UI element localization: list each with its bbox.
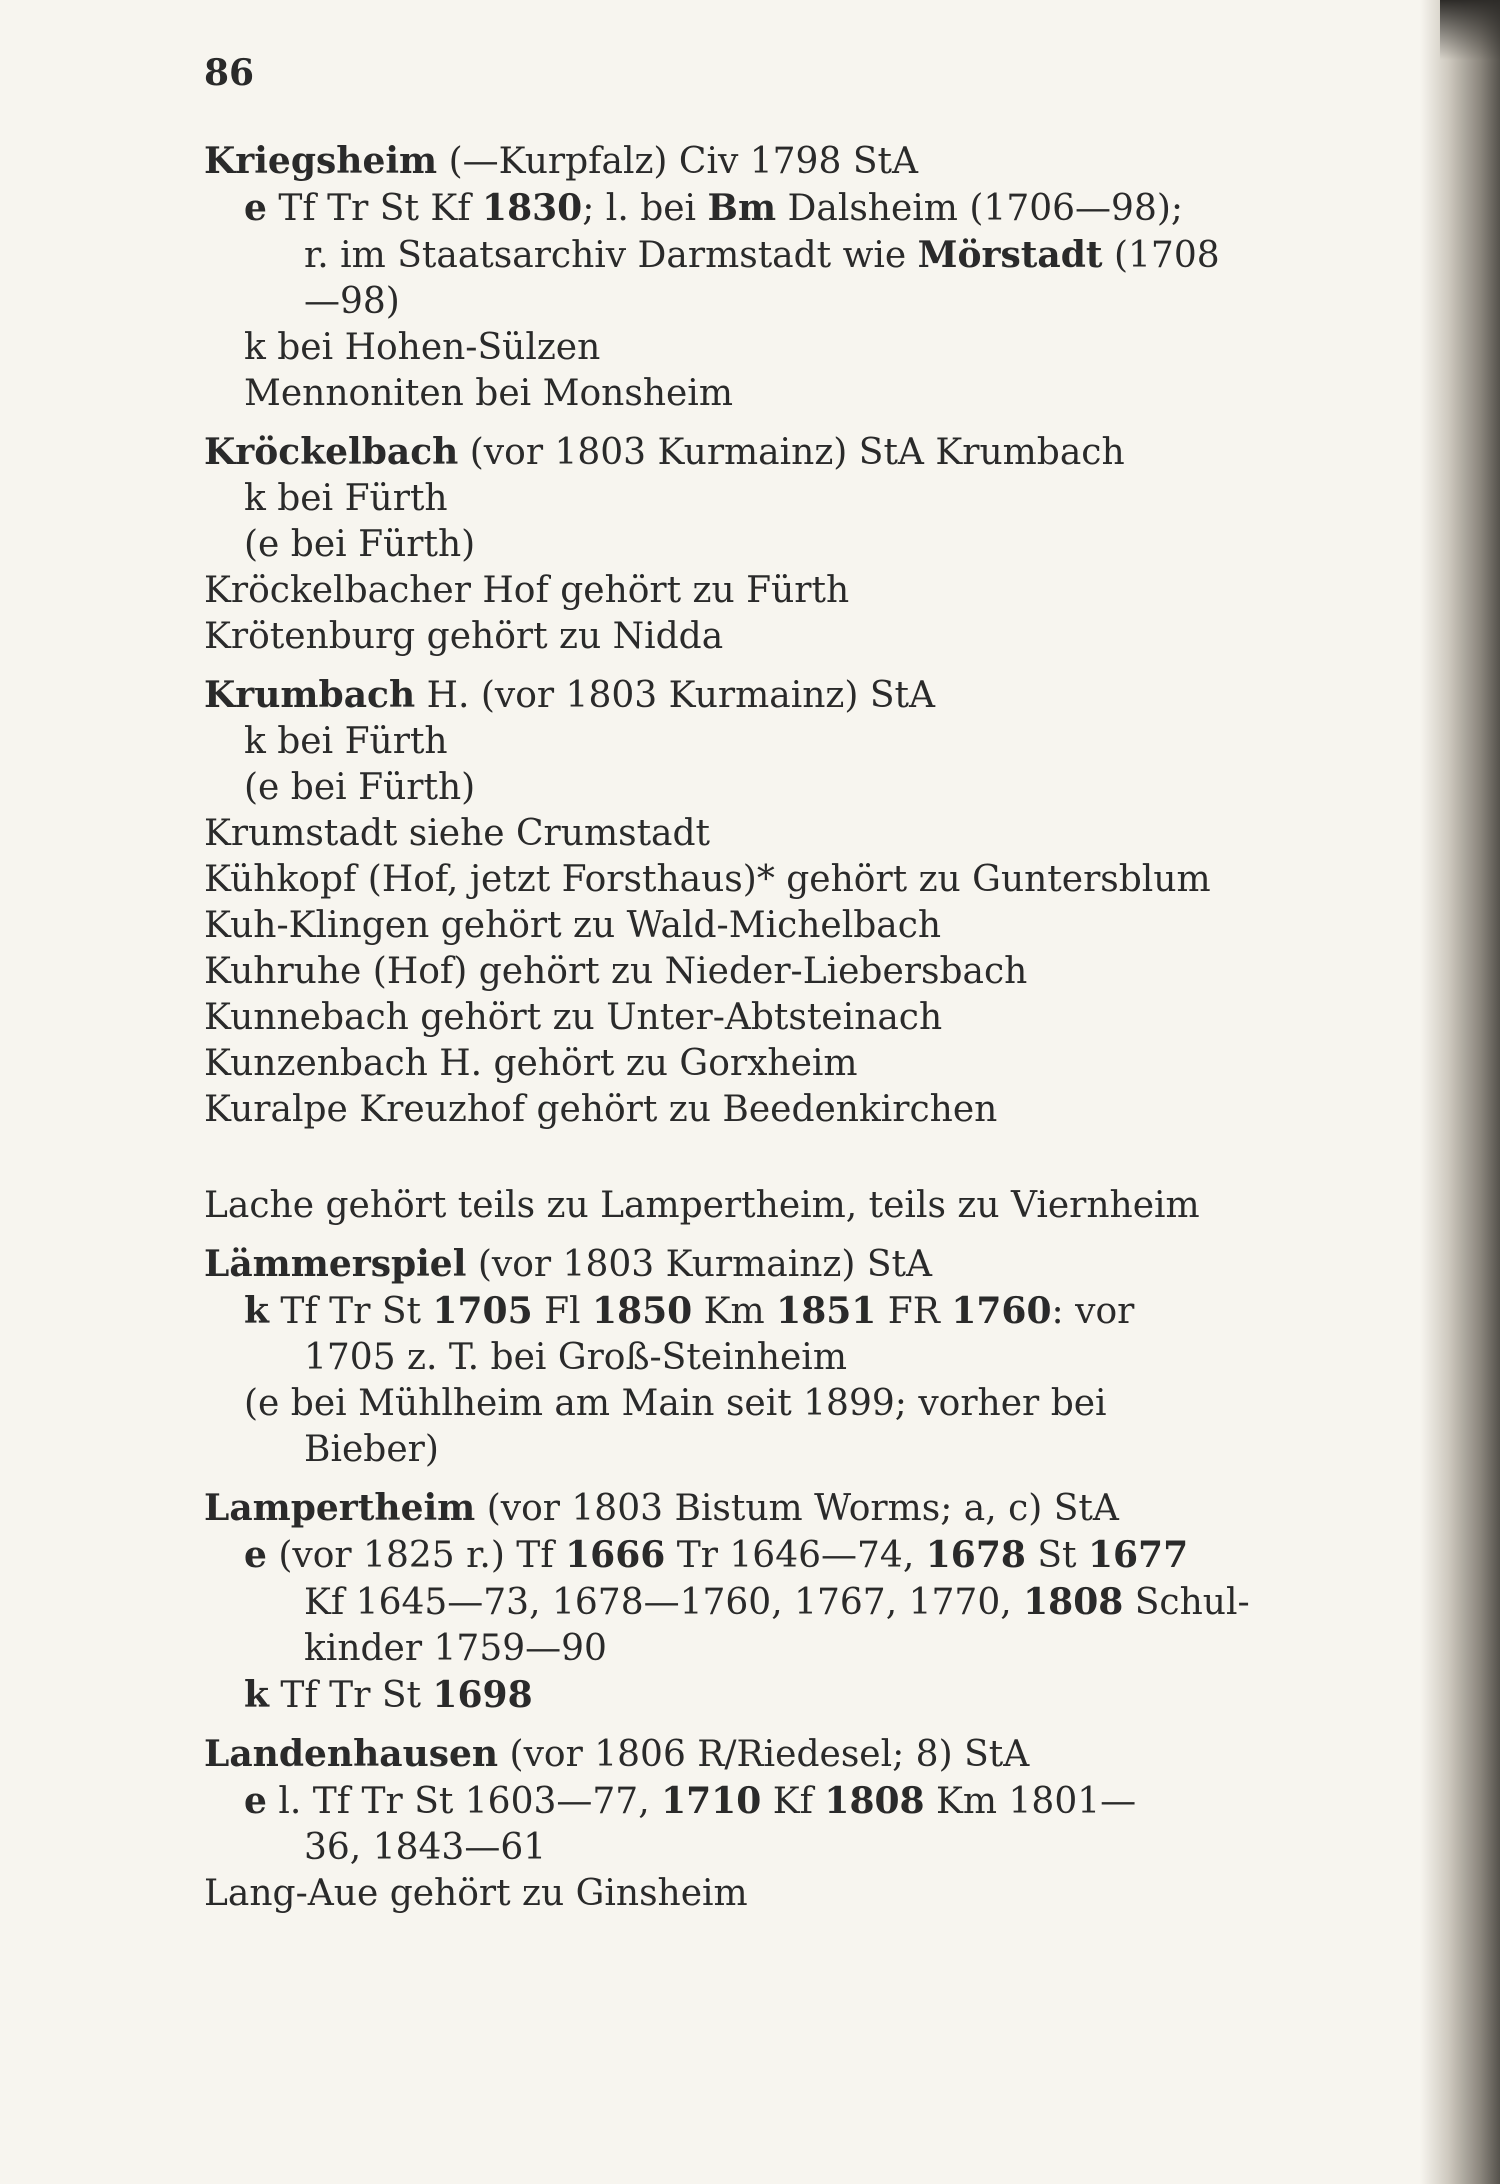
text: Kuralpe Kreuzhof gehört zu Beedenkirchen	[204, 1089, 998, 1130]
entry-line	[204, 1778, 1274, 1825]
entry-krumbach	[204, 672, 1274, 1133]
bold-text: Lämmerspiel	[204, 1243, 467, 1285]
bold-text: 1677	[1087, 1534, 1189, 1576]
entry-line	[204, 232, 1274, 279]
text: Lache gehört teils zu Lampertheim, teils zu Viernheim	[204, 1185, 1200, 1226]
entry-line	[204, 1825, 1274, 1871]
entry-line	[204, 1241, 1274, 1288]
entry-kröckelbach	[204, 429, 1274, 660]
bold-text: 1850	[592, 1290, 693, 1332]
page-corner-shadow	[1440, 0, 1500, 60]
entry-line	[204, 1288, 1274, 1335]
bold-text: e	[244, 187, 267, 229]
entry-line	[204, 138, 1274, 185]
entry-line	[204, 371, 1274, 417]
entry-line	[204, 1381, 1274, 1427]
bold-text: Krumbach	[204, 674, 416, 716]
text: Km 1801—	[924, 1781, 1137, 1822]
text: Tr 1646—74,	[665, 1535, 926, 1576]
bold-text: k	[244, 1290, 269, 1332]
entry-line	[204, 903, 1274, 949]
text: (e bei Mühlheim am Main seit 1899; vorher bei	[244, 1383, 1107, 1424]
text: (vor 1806 R/Riedesel; 8) StA	[498, 1734, 1030, 1775]
text: (e bei Fürth)	[244, 767, 476, 808]
text: Km	[692, 1291, 777, 1332]
text: Mennoniten bei Monsheim	[244, 373, 733, 414]
text: 1705 z. T. bei Groß-Steinheim	[304, 1337, 847, 1378]
bold-text: k	[244, 1674, 269, 1716]
bold-text: 1710	[661, 1780, 762, 1822]
text: St	[1025, 1535, 1088, 1576]
text: (vor 1825 r.) Tf	[266, 1535, 566, 1576]
text: Lang-Aue gehört zu Ginsheim	[204, 1873, 748, 1914]
text: Krumstadt siehe Crumstadt	[204, 813, 711, 854]
entry-line	[204, 522, 1274, 568]
bold-text: 1698	[432, 1674, 533, 1716]
text: r. im Staatsarchiv Darmstadt wie	[304, 235, 918, 276]
entry-line	[204, 279, 1274, 325]
entry-landenhausen	[204, 1731, 1274, 1917]
page-number: 86	[204, 52, 255, 94]
text: Kröckelbacher Hof gehört zu Fürth	[204, 570, 850, 611]
entry-line	[204, 1626, 1274, 1672]
entry-line	[204, 811, 1274, 857]
entry-line	[204, 1427, 1274, 1473]
bold-text: e	[244, 1780, 267, 1822]
entry-line	[204, 1871, 1274, 1917]
bold-text: 1678	[925, 1534, 1026, 1576]
entry-line	[204, 325, 1274, 371]
text: (vor 1803 Kurmainz) StA	[466, 1244, 932, 1285]
text: : vor	[1051, 1291, 1135, 1332]
bold-text: Kriegsheim	[204, 140, 438, 182]
bold-text: 1830	[482, 187, 583, 229]
entry-lache	[204, 1183, 1274, 1229]
text: Tf Tr St	[268, 1291, 433, 1332]
bold-text: Bm	[707, 187, 777, 229]
entry-line	[204, 1087, 1274, 1133]
entry-line	[204, 672, 1274, 719]
text: Tf Tr St Kf	[266, 188, 483, 229]
bold-text: 1851	[776, 1290, 877, 1332]
text: k bei Hohen-Sülzen	[244, 327, 601, 368]
entry-lämmerspiel	[204, 1241, 1274, 1473]
bold-text: 1760	[951, 1290, 1052, 1332]
bold-text: Kröckelbach	[204, 431, 459, 473]
entry-line	[204, 949, 1274, 995]
bold-text: Mörstadt	[917, 234, 1103, 276]
bold-text: 1808	[1023, 1581, 1124, 1623]
text: Bieber)	[304, 1429, 439, 1470]
entry-line	[204, 614, 1274, 660]
text: Dalsheim (1706—98);	[776, 188, 1184, 229]
text: Kunnebach gehört zu Unter-Abtsteinach	[204, 997, 943, 1038]
text: H. (vor 1803 Kurmainz) StA	[415, 675, 935, 716]
text: Fl	[532, 1291, 593, 1332]
text: (vor 1803 Bistum Worms; a, c) StA	[475, 1488, 1119, 1529]
entry-line	[204, 719, 1274, 765]
text: Schul-	[1123, 1582, 1250, 1623]
bold-text: 1705	[432, 1290, 533, 1332]
entry-line	[204, 1532, 1274, 1579]
text: l. Tf Tr St 1603—77,	[266, 1781, 662, 1822]
entry-line	[204, 1579, 1274, 1626]
text: kinder 1759—90	[304, 1628, 607, 1669]
entry-line	[204, 185, 1274, 232]
entry-line	[204, 857, 1274, 903]
text: k bei Fürth	[244, 478, 448, 519]
bold-text: Landenhausen	[204, 1733, 499, 1775]
entry-line	[204, 476, 1274, 522]
text: (e bei Fürth)	[244, 524, 476, 565]
text: 36, 1843—61	[304, 1827, 547, 1868]
text: FR	[876, 1291, 952, 1332]
page-edge-shadow	[1420, 0, 1500, 2184]
entry-line	[204, 1041, 1274, 1087]
text: Kunzenbach H. gehört zu Gorxheim	[204, 1043, 858, 1084]
entry-line	[204, 1731, 1274, 1778]
entry-line	[204, 568, 1274, 614]
bold-text: 1666	[565, 1534, 666, 1576]
bold-text: e	[244, 1534, 267, 1576]
bold-text: Lampertheim	[204, 1487, 476, 1529]
entry-line	[204, 1183, 1274, 1229]
text: Kuhruhe (Hof) gehört zu Nieder-Liebersbach	[204, 951, 1028, 992]
entry-line	[204, 995, 1274, 1041]
text: Kf	[761, 1781, 825, 1822]
entry-line	[204, 1485, 1274, 1532]
text: Kf 1645—73, 1678—1760, 1767, 1770,	[304, 1582, 1024, 1623]
entry-line	[204, 1335, 1274, 1381]
entry-line	[204, 429, 1274, 476]
text: (vor 1803 Kurmainz) StA Krumbach	[458, 432, 1125, 473]
text: Tf Tr St	[268, 1675, 433, 1716]
text: Krötenburg gehört zu Nidda	[204, 616, 724, 657]
text: —98)	[304, 281, 400, 322]
text: Kühkopf (Hof, jetzt Forsthaus)* gehört zu Guntersblum	[204, 859, 1211, 900]
entry-line	[204, 1672, 1274, 1719]
text: (—Kurpfalz) Civ 1798 StA	[437, 141, 918, 182]
entry-kriegsheim	[204, 138, 1274, 417]
entry-line	[204, 765, 1274, 811]
bold-text: 1808	[824, 1780, 925, 1822]
entry-lampertheim	[204, 1485, 1274, 1719]
gazetteer-entries	[204, 138, 1274, 1929]
text: ; l. bei	[582, 188, 708, 229]
text: Kuh-Klingen gehört zu Wald-Michelbach	[204, 905, 942, 946]
text: (1708	[1102, 235, 1220, 276]
text: k bei Fürth	[244, 721, 448, 762]
